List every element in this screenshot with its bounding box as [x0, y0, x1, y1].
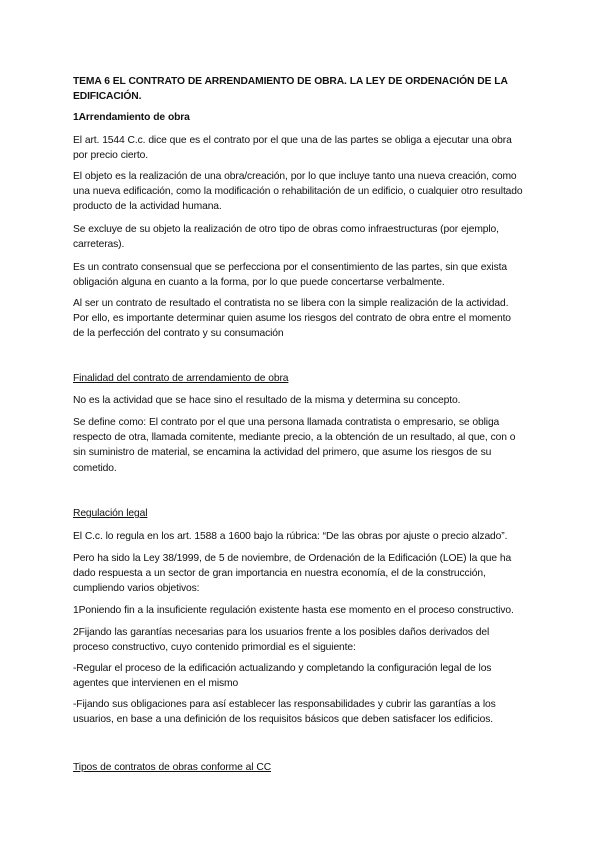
list-item: 2Fijando las garantías necesarias para los usuarios frente a los posibles daños derivados del proceso constructivo, cuyo contenido primordial es el siguiente:	[73, 627, 490, 654]
paragraph: El objeto es la realización de una obra/creación, por lo que incluye tanto una nueva creación, como una nueva edificación, como la modificación o rehabilitación de un edificio, o cualquier otro resultado producto de la actividad humana.	[73, 171, 523, 213]
section-heading-regulacion: Regulación legal	[73, 508, 148, 519]
paragraph: Se define como: El contrato por el que una persona llamada contratista o empresario, se obliga respecto de otra, llamada comitente, mediante precio, a la obtención de un resultado, al que, con o sin suministro de material, se encamina la actividad del primero, que asume los riesgos de su cometido.	[73, 417, 516, 474]
document-title: TEMA 6 EL CONTRATO DE ARRENDAMIENTO DE OBRA. LA LEY DE ORDENACIÓN DE LA EDIFICACIÓN.	[73, 76, 508, 103]
section-heading-arrendamiento: 1Arrendamiento de obra	[73, 112, 190, 123]
paragraph: Se excluye de su objeto la realización de otro tipo de obras como infraestructuras (por ejemplo, carreteras).	[73, 224, 499, 251]
section-heading-tipos: Tipos de contratos de obras conforme al CC	[73, 762, 272, 773]
paragraph: Es un contrato consensual que se perfecciona por el consentimiento de las partes, sin que exista obligación alguna en cuanto a la forma, por lo que puede concertarse verbalmente.	[73, 262, 507, 289]
section-heading-finalidad: Finalidad del contrato de arrendamiento de obra	[73, 373, 289, 384]
paragraph: No es la actividad que se hace sino el resultado de la misma y determina su concepto.	[73, 395, 461, 406]
list-item: 1Poniendo fin a la insuficiente regulación existente hasta ese momento en el proceso constructivo.	[73, 605, 514, 616]
paragraph: El C.c. lo regula en los art. 1588 a 1600 bajo la rúbrica: “De las obras por ajuste o precio alzado”.	[73, 531, 508, 542]
list-item: -Regular el proceso de la edificación actualizando y completando la configuración legal de los agentes que intervienen en el mismo	[73, 663, 492, 690]
paragraph: Pero ha sido la Ley 38/1999, de 5 de noviembre, de Ordenación de la Edificación (LOE) la que ha dado respuesta a un sector de gran importancia en nuestra economía, el de la construcción, cumpliendo varios objetivos:	[73, 553, 512, 595]
paragraph: El art. 1544 C.c. dice que es el contrato por el que una de las partes se obliga a ejecutar una obra por precio cierto.	[73, 135, 512, 162]
paragraph: Al ser un contrato de resultado el contratista no se libera con la simple realización de la actividad. Por ello, es importante determinar quien asume los riesgos del contrato de obra entre el momento de la perfección del contrato y su consumación	[73, 298, 511, 340]
list-item: -Fijando sus obligaciones para así establecer las responsabilidades y cubrir las garantías a los usuarios, en base a una definición de los requisitos básicos que deben satisfacer los edificios.	[73, 699, 496, 726]
